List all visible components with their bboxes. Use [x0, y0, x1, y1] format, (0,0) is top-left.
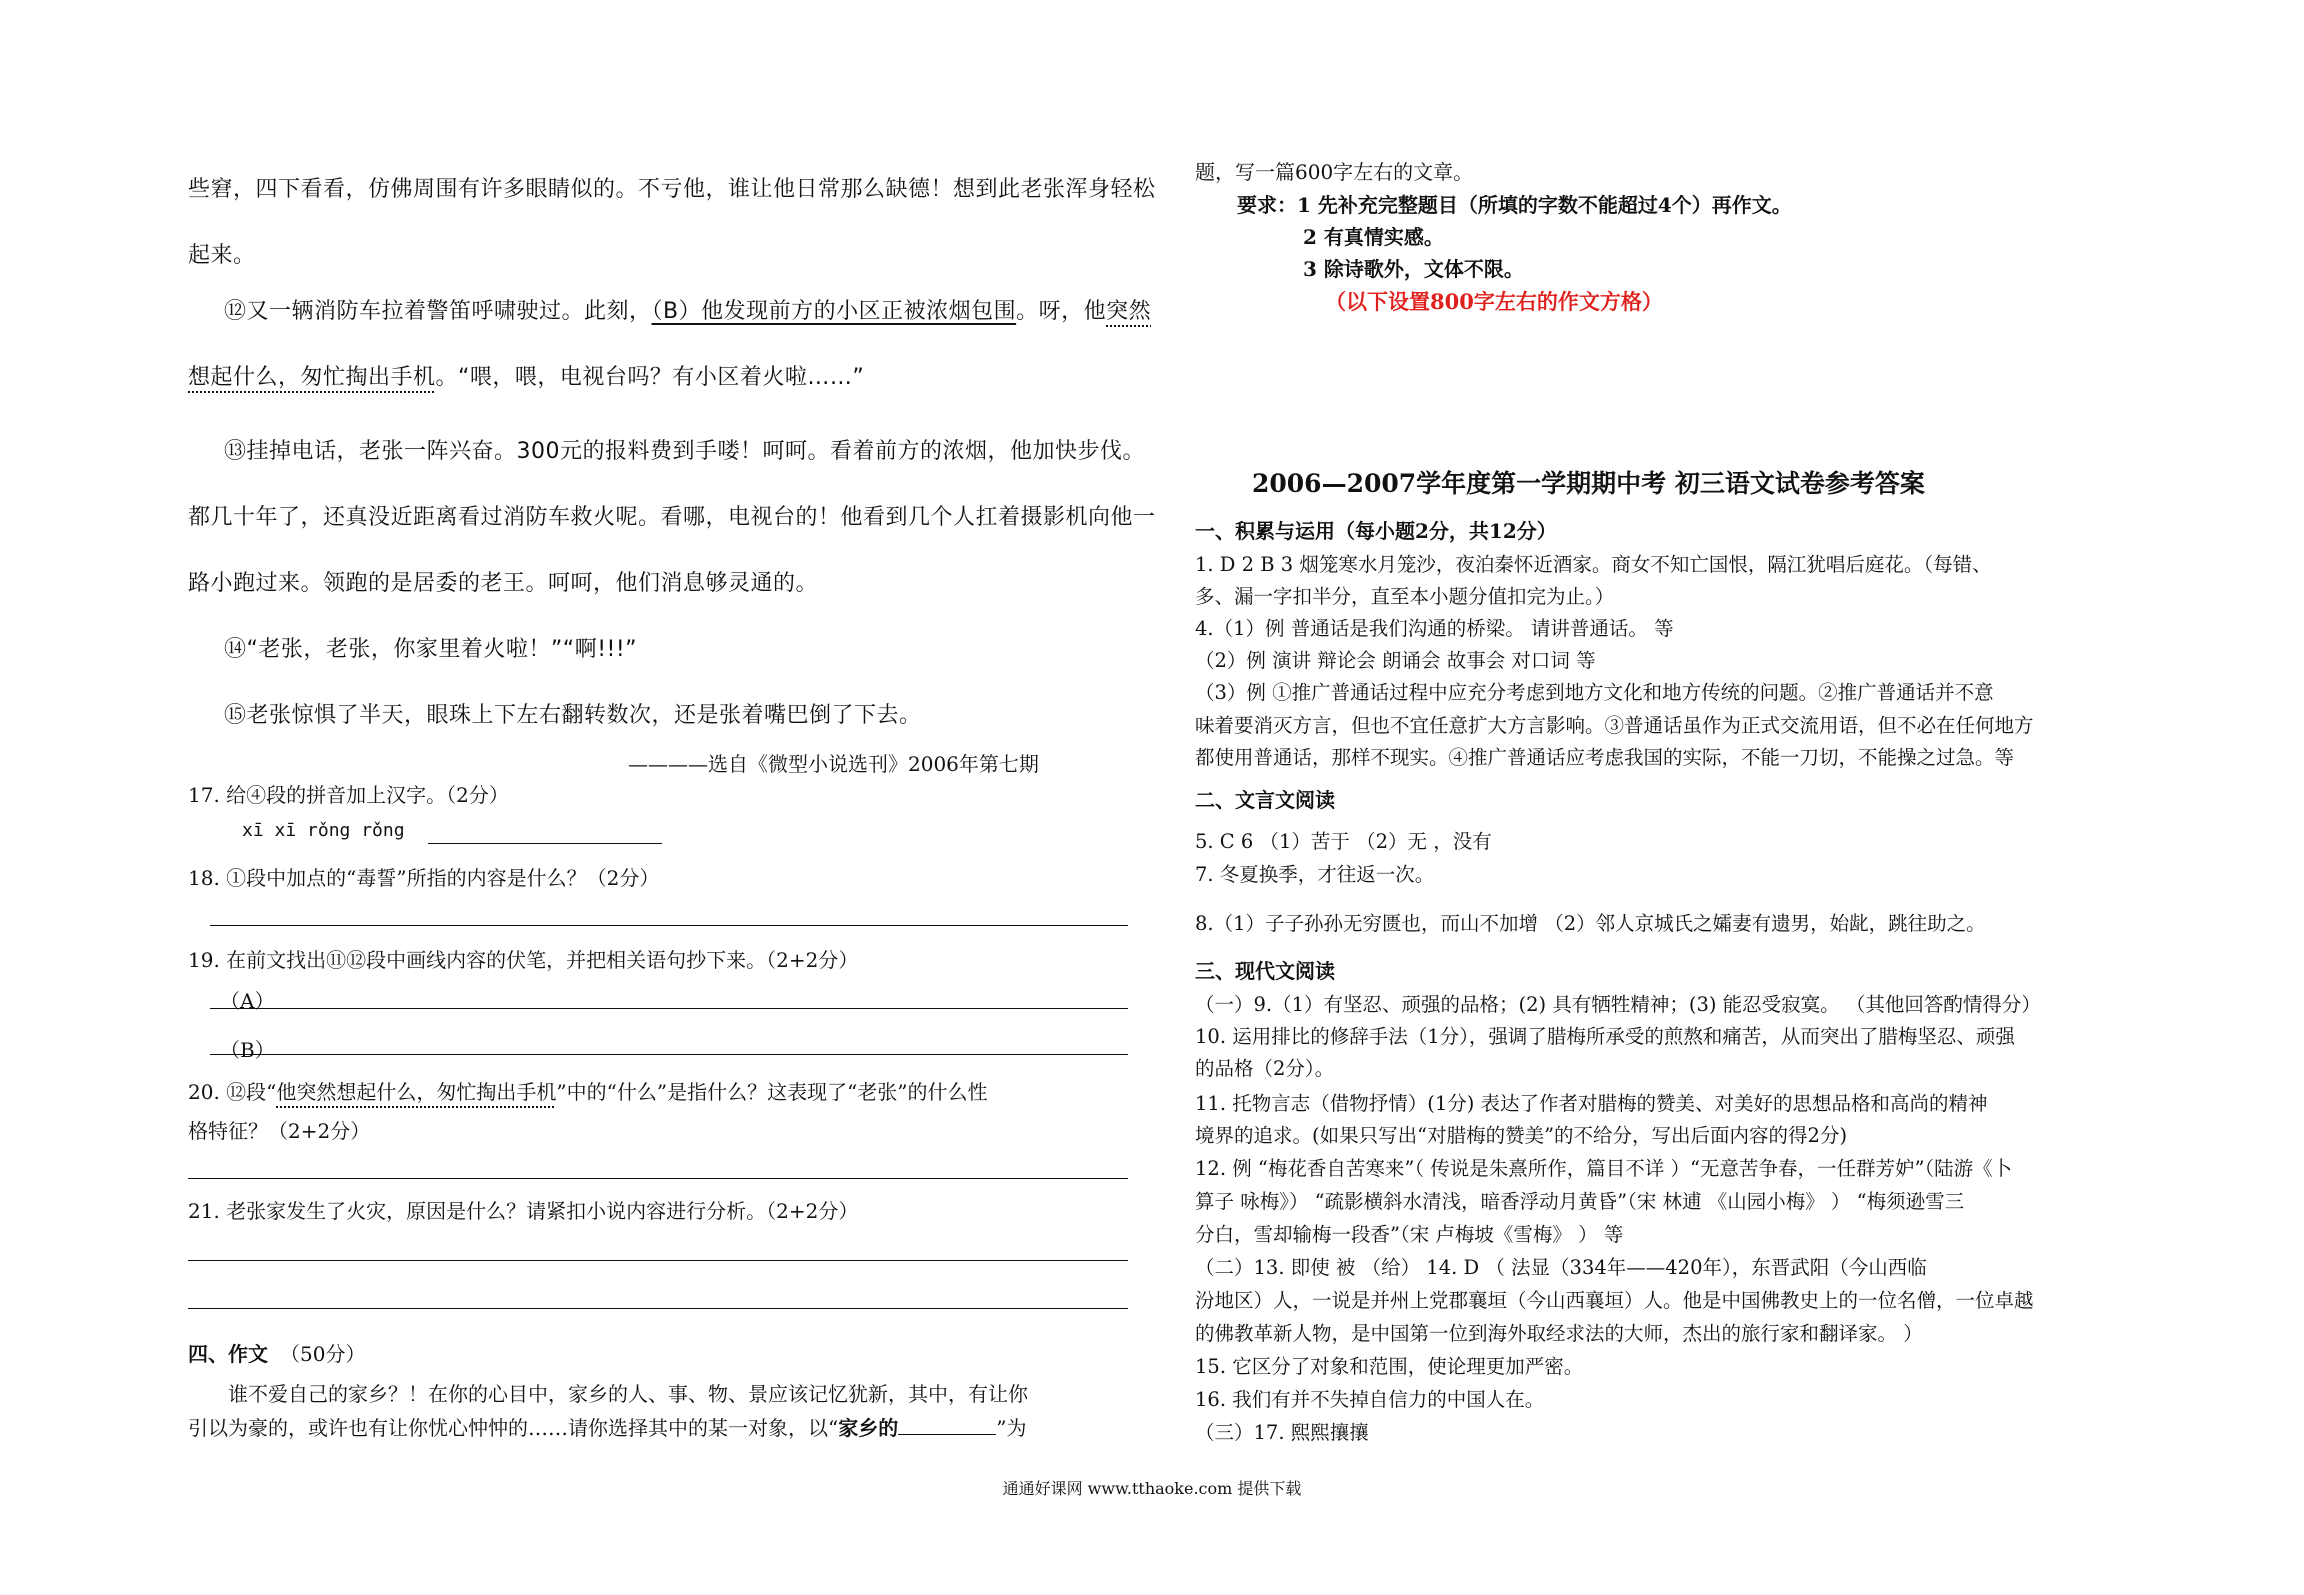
question-17: 17. 给④段的拼音加上汉字。（2分） — [188, 783, 509, 807]
answer-4-5: 都使用普通话，那样不现实。④推广普通话应考虑我国的实际，不能一刀切，不能操之过急。等 — [1195, 746, 2015, 769]
answer-4-3: （3）例 ①推广普通话过程中应充分考虑到地方文化和地方传统的问题。②推广普通话并不意 — [1195, 681, 1994, 704]
essay-prompt-1: 谁不爱自己的家乡？！在你的心目中，家乡的人、事、物、景应该记忆犹新，其中，有让你 — [228, 1382, 1028, 1406]
story-paragraph-11-end: 些窘，四下看看，仿佛周围有许多眼睛似的。不亏他，谁让他日常那么缺德！想到此老张浑身轻松 — [188, 177, 1156, 202]
essay-requirement-3: 3 除诗歌外，文体不限。 — [1303, 257, 1524, 281]
answer-13: （二）13. 即使 被 （给） 14. D （ 法显（334年——420年），东晋武阳（今山西临 — [1195, 1256, 1927, 1279]
answer-line-21a — [188, 1260, 1128, 1261]
essay-prompt-2: 引以为豪的，或许也有让你忧心忡忡的……请你选择其中的某一对象，以“家乡的 ”为 — [188, 1416, 1027, 1440]
story-paragraph-13-2: 都几十年了，还真没近距离看过消防车救火呢。看哪，电视台的！他看到几个人扛着摄影机向他一 — [188, 505, 1156, 530]
answer-8: 8.（1）子子孙孙无穷匮也，而山不加增 （2）邻人京城氏之孀妻有遗男，始龀，跳往助之。 — [1195, 912, 1986, 935]
dotted-quote: 他突然想起什么，匆忙掏出手机 — [276, 1080, 557, 1104]
story-paragraph-11-end-2: 起来。 — [188, 243, 256, 268]
story-paragraph-13: ⑬挂掉电话，老张一阵兴奋。300元的报料费到手喽！呵呵。看着前方的浓烟，他加快步伐。 — [224, 439, 1145, 464]
answer-12: 12. 例 “梅花香自苦寒来”（ 传说是朱熹所作，篇目不详 ）“无意苦争春，一任群芳妒”（陆游《卜 — [1195, 1157, 2013, 1180]
answer-7: 7. 冬夏换季，才往返一次。 — [1195, 863, 1435, 886]
answer-10: 10. 运用排比的修辞手法（1分），强调了腊梅所承受的煎熬和痛苦，从而突出了腊梅坚忍、顽强 — [1195, 1025, 2015, 1048]
story-paragraph-12-2: 想起什么，匆忙掏出手机。“喂，喂，电视台吗？有小区着火啦……” — [188, 365, 865, 390]
answer-13c: 的佛教革新人物，是中国第一位到海外取经求法的大师，杰出的旅行家和翻译家。 ） — [1195, 1322, 1923, 1345]
dotted-words: 突然 — [1106, 299, 1152, 324]
section-4-heading: 四、作文 （50分） — [188, 1342, 366, 1366]
answer-4-4: 味着要消灭方言，但也不宜任意扩大方言影响。③普通话虽作为正式交流用语，但不必在任何地方 — [1195, 714, 2034, 737]
answer-16: 16. 我们有并不失掉自信力的中国人在。 — [1195, 1388, 1545, 1411]
pinyin-text: xī xī rǒng rǒng — [242, 820, 405, 841]
underlined-sentence-b: （B）他发现前方的小区正被浓烟包围 — [651, 299, 1017, 324]
essay-prompt-3: 题，写一篇600字左右的文章。 — [1195, 160, 1474, 184]
grid-note: （以下设置800字左右的作文方格） — [1325, 289, 1663, 314]
question-20: 20. ⑫段“他突然想起什么，匆忙掏出手机”中的“什么”是指什么？这表现了“老张”的什么性 — [188, 1080, 988, 1104]
answer-section-2: 二、文言文阅读 — [1195, 788, 1335, 812]
answer-label-b: （B） — [220, 1038, 275, 1062]
answer-4-1: 4.（1）例 普通话是我们沟通的桥梁。 请讲普通话。 等 — [1195, 617, 1674, 640]
answer-section-1: 一、积累与运用（每小题2分，共12分） — [1195, 519, 1557, 543]
title-blank — [898, 1434, 996, 1435]
answer-17: （三）17. 熙熙攘攘 — [1195, 1421, 1369, 1444]
answer-11b: 境界的追求。(如果只写出“对腊梅的赞美”的不给分，写出后面内容的得2分) — [1195, 1124, 1848, 1147]
answer-section-3: 三、现代文阅读 — [1195, 959, 1335, 983]
source-citation: ————选自《微型小说选刊》2006年第七期 — [628, 752, 1039, 776]
story-paragraph-13-3: 路小跑过来。领跑的是居委的老王。呵呵，他们消息够灵通的。 — [188, 571, 819, 596]
answer-label-a: （A） — [220, 989, 275, 1013]
answer-13b: 汾地区）人，一说是并州上党郡襄垣（今山西襄垣）人。他是中国佛教史上的一位名僧，一位卓越 — [1195, 1289, 2034, 1312]
answer-12b: 算子 咏梅》） “疏影横斜水清浅，暗香浮动月黄昏”（宋 林逋 《山园小梅》 ） “梅须逊雪三 — [1195, 1190, 1965, 1213]
answer-line-18 — [210, 925, 1128, 926]
answer-line-19b — [210, 1054, 1128, 1055]
answer-12c: 分白，雪却输梅一段香”（宋 卢梅坡《雪梅》 ） 等 — [1195, 1223, 1624, 1246]
answer-4-2: （2）例 演讲 辩论会 朗诵会 故事会 对口词 等 — [1195, 649, 1596, 672]
answer-line-20 — [188, 1178, 1128, 1179]
story-paragraph-15: ⑮老张惊惧了半天，眼珠上下左右翻转数次，还是张着嘴巴倒了下去。 — [224, 703, 922, 728]
essay-requirement-2: 2 有真情实感。 — [1303, 225, 1444, 249]
story-paragraph-12: ⑫又一辆消防车拉着警笛呼啸驶过。此刻，（B）他发现前方的小区正被浓烟包围。呀，他突然 — [224, 299, 1152, 324]
answer-line-21b — [188, 1308, 1128, 1309]
answer-1b: 多、漏一字扣半分，直至本小题分值扣完为止。） — [1195, 585, 1615, 608]
question-21: 21. 老张家发生了火灾，原因是什么？请紧扣小说内容进行分析。（2+2分） — [188, 1199, 859, 1223]
question-20-2: 格特征？（2+2分） — [188, 1119, 371, 1143]
question-19: 19. 在前文找出⑪⑫段中画线内容的伏笔，并把相关语句抄下来。（2+2分） — [188, 948, 859, 972]
page-footer: 通通好课网 www.tthaoke.com 提供下载 — [1002, 1479, 1302, 1498]
answer-line-19a — [210, 1008, 1128, 1009]
answer-1: 1. D 2 B 3 烟笼寒水月笼沙，夜泊秦怀近酒家。商女不知亡国恨，隔江犹唱后庭花。（每错、 — [1195, 553, 1992, 576]
essay-requirement-1: 要求：1 先补充完整题目（所填的字数不能超过4个）再作文。 — [1237, 193, 1792, 217]
answer-9: （一）9.（1）有坚忍、顽强的品格；(2) 具有牺牲精神；(3) 能忍受寂寞。 （其他回答酌情得分） — [1195, 993, 2041, 1016]
question-18: 18. ①段中加点的“毒誓”所指的内容是什么？（2分） — [188, 866, 660, 890]
answer-10b: 的品格（2分）。 — [1195, 1057, 1335, 1080]
answer-11: 11. 托物言志（借物抒情）(1分) 表达了作者对腊梅的赞美、对美好的思想品格和高尚的精神 — [1195, 1092, 1988, 1115]
answer-15: 15. 它区分了对象和范围，使论理更加严密。 — [1195, 1355, 1584, 1378]
dotted-phrase: 想起什么，匆忙掏出手机 — [188, 365, 436, 390]
answer-blank-17 — [428, 843, 662, 844]
answer-5: 5. C 6 （1）苦于 （2）无 ，没有 — [1195, 830, 1492, 853]
answer-key-title: 2006—2007学年度第一学期期中考 初三语文试卷参考答案 — [1252, 469, 1925, 498]
story-paragraph-14: ⑭“老张，老张，你家里着火啦！”“啊!!!” — [224, 637, 638, 662]
